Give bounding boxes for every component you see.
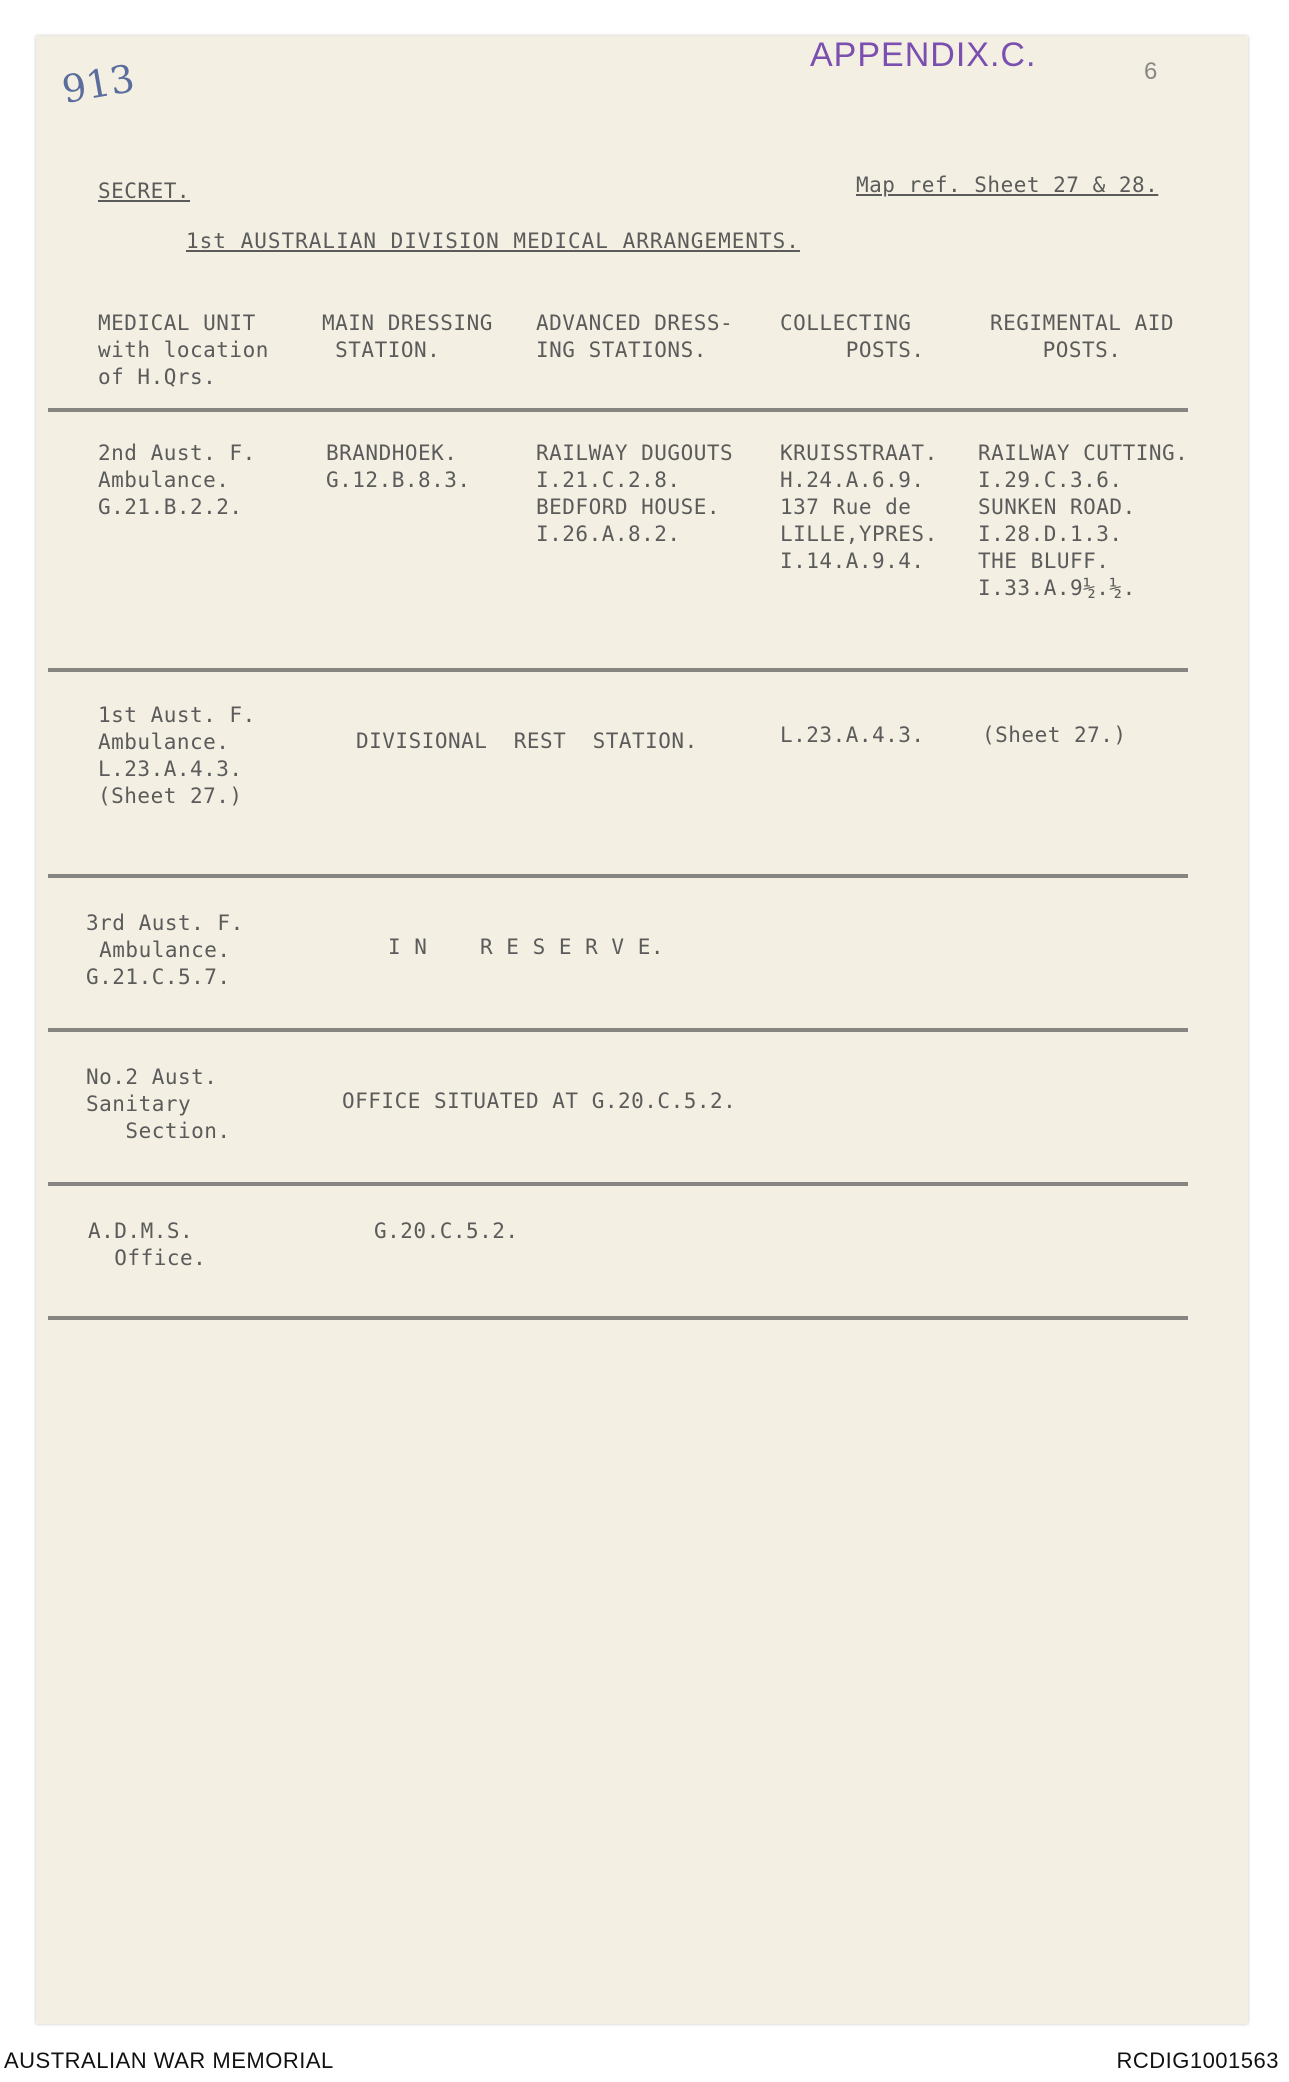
map-reference: Map ref. Sheet 27 & 28. <box>856 173 1159 197</box>
row-unit: 1st Aust. F. Ambulance. L.23.A.4.3. (Sheet 27.) <box>98 703 256 808</box>
row-unit: No.2 Aust. Sanitary Section. <box>86 1065 231 1143</box>
row-spanning-note: I N R E S E R V E. <box>388 935 665 959</box>
appendix-stamp: APPENDIX.C. <box>810 36 1037 74</box>
row-spanning-note: OFFICE SITUATED AT G.20.C.5.2. <box>342 1089 737 1113</box>
header-collecting-posts: COLLECTING POSTS. <box>780 311 925 362</box>
classification-label: SECRET. <box>98 179 191 203</box>
footer-record-id: RCDIG1001563 <box>1116 2048 1279 2073</box>
folio-number: 913 <box>58 56 138 112</box>
document-title: 1st AUSTRALIAN DIVISION MEDICAL ARRANGEMENTS. <box>186 229 800 253</box>
row-unit: 2nd Aust. F. Ambulance. G.21.B.2.2. <box>98 441 256 519</box>
header-medical-unit: MEDICAL UNIT with location of H.Qrs. <box>98 311 269 389</box>
row-unit: 3rd Aust. F. Ambulance. G.21.C.5.7. <box>86 911 244 989</box>
page-number: 6 <box>1144 58 1158 85</box>
row-advanced-dressing-stations: RAILWAY DUGOUTS I.21.C.2.8. BEDFORD HOUSE. I.26.A.8.2. <box>536 441 734 546</box>
header-advanced-dressing-stations: ADVANCED DRESS- ING STATIONS. <box>536 311 734 362</box>
header-regimental-aid-posts: REGIMENTAL AID POSTS. <box>990 311 1175 362</box>
row-unit: A.D.M.S. Office. <box>88 1219 207 1270</box>
table-rule <box>48 874 1188 878</box>
header-main-dressing-station: MAIN DRESSING STATION. <box>322 311 493 362</box>
table-rule <box>48 1182 1188 1186</box>
footer-institution: AUSTRALIAN WAR MEMORIAL <box>4 2048 334 2073</box>
table-rule <box>48 668 1188 672</box>
table-rule <box>48 1316 1188 1320</box>
row-regimental-aid-posts: (Sheet 27.) <box>982 723 1127 747</box>
row-spanning-note: DIVISIONAL REST STATION. <box>356 729 698 753</box>
row-main-dressing-station: BRANDHOEK. G.12.B.8.3. <box>326 441 471 492</box>
table-rule <box>48 1028 1188 1032</box>
row-collecting-posts: L.23.A.4.3. <box>780 723 925 747</box>
table-rule <box>48 408 1188 412</box>
row-spanning-note: G.20.C.5.2. <box>374 1219 519 1243</box>
row-regimental-aid-posts: RAILWAY CUTTING. I.29.C.3.6. SUNKEN ROAD. I.28.D.1.3. THE BLUFF. I.33.A.9½.½. <box>978 441 1189 600</box>
row-collecting-posts: KRUISSTRAAT. H.24.A.6.9. 137 Rue de LILLE,YPRES. I.14.A.9.4. <box>780 441 938 573</box>
